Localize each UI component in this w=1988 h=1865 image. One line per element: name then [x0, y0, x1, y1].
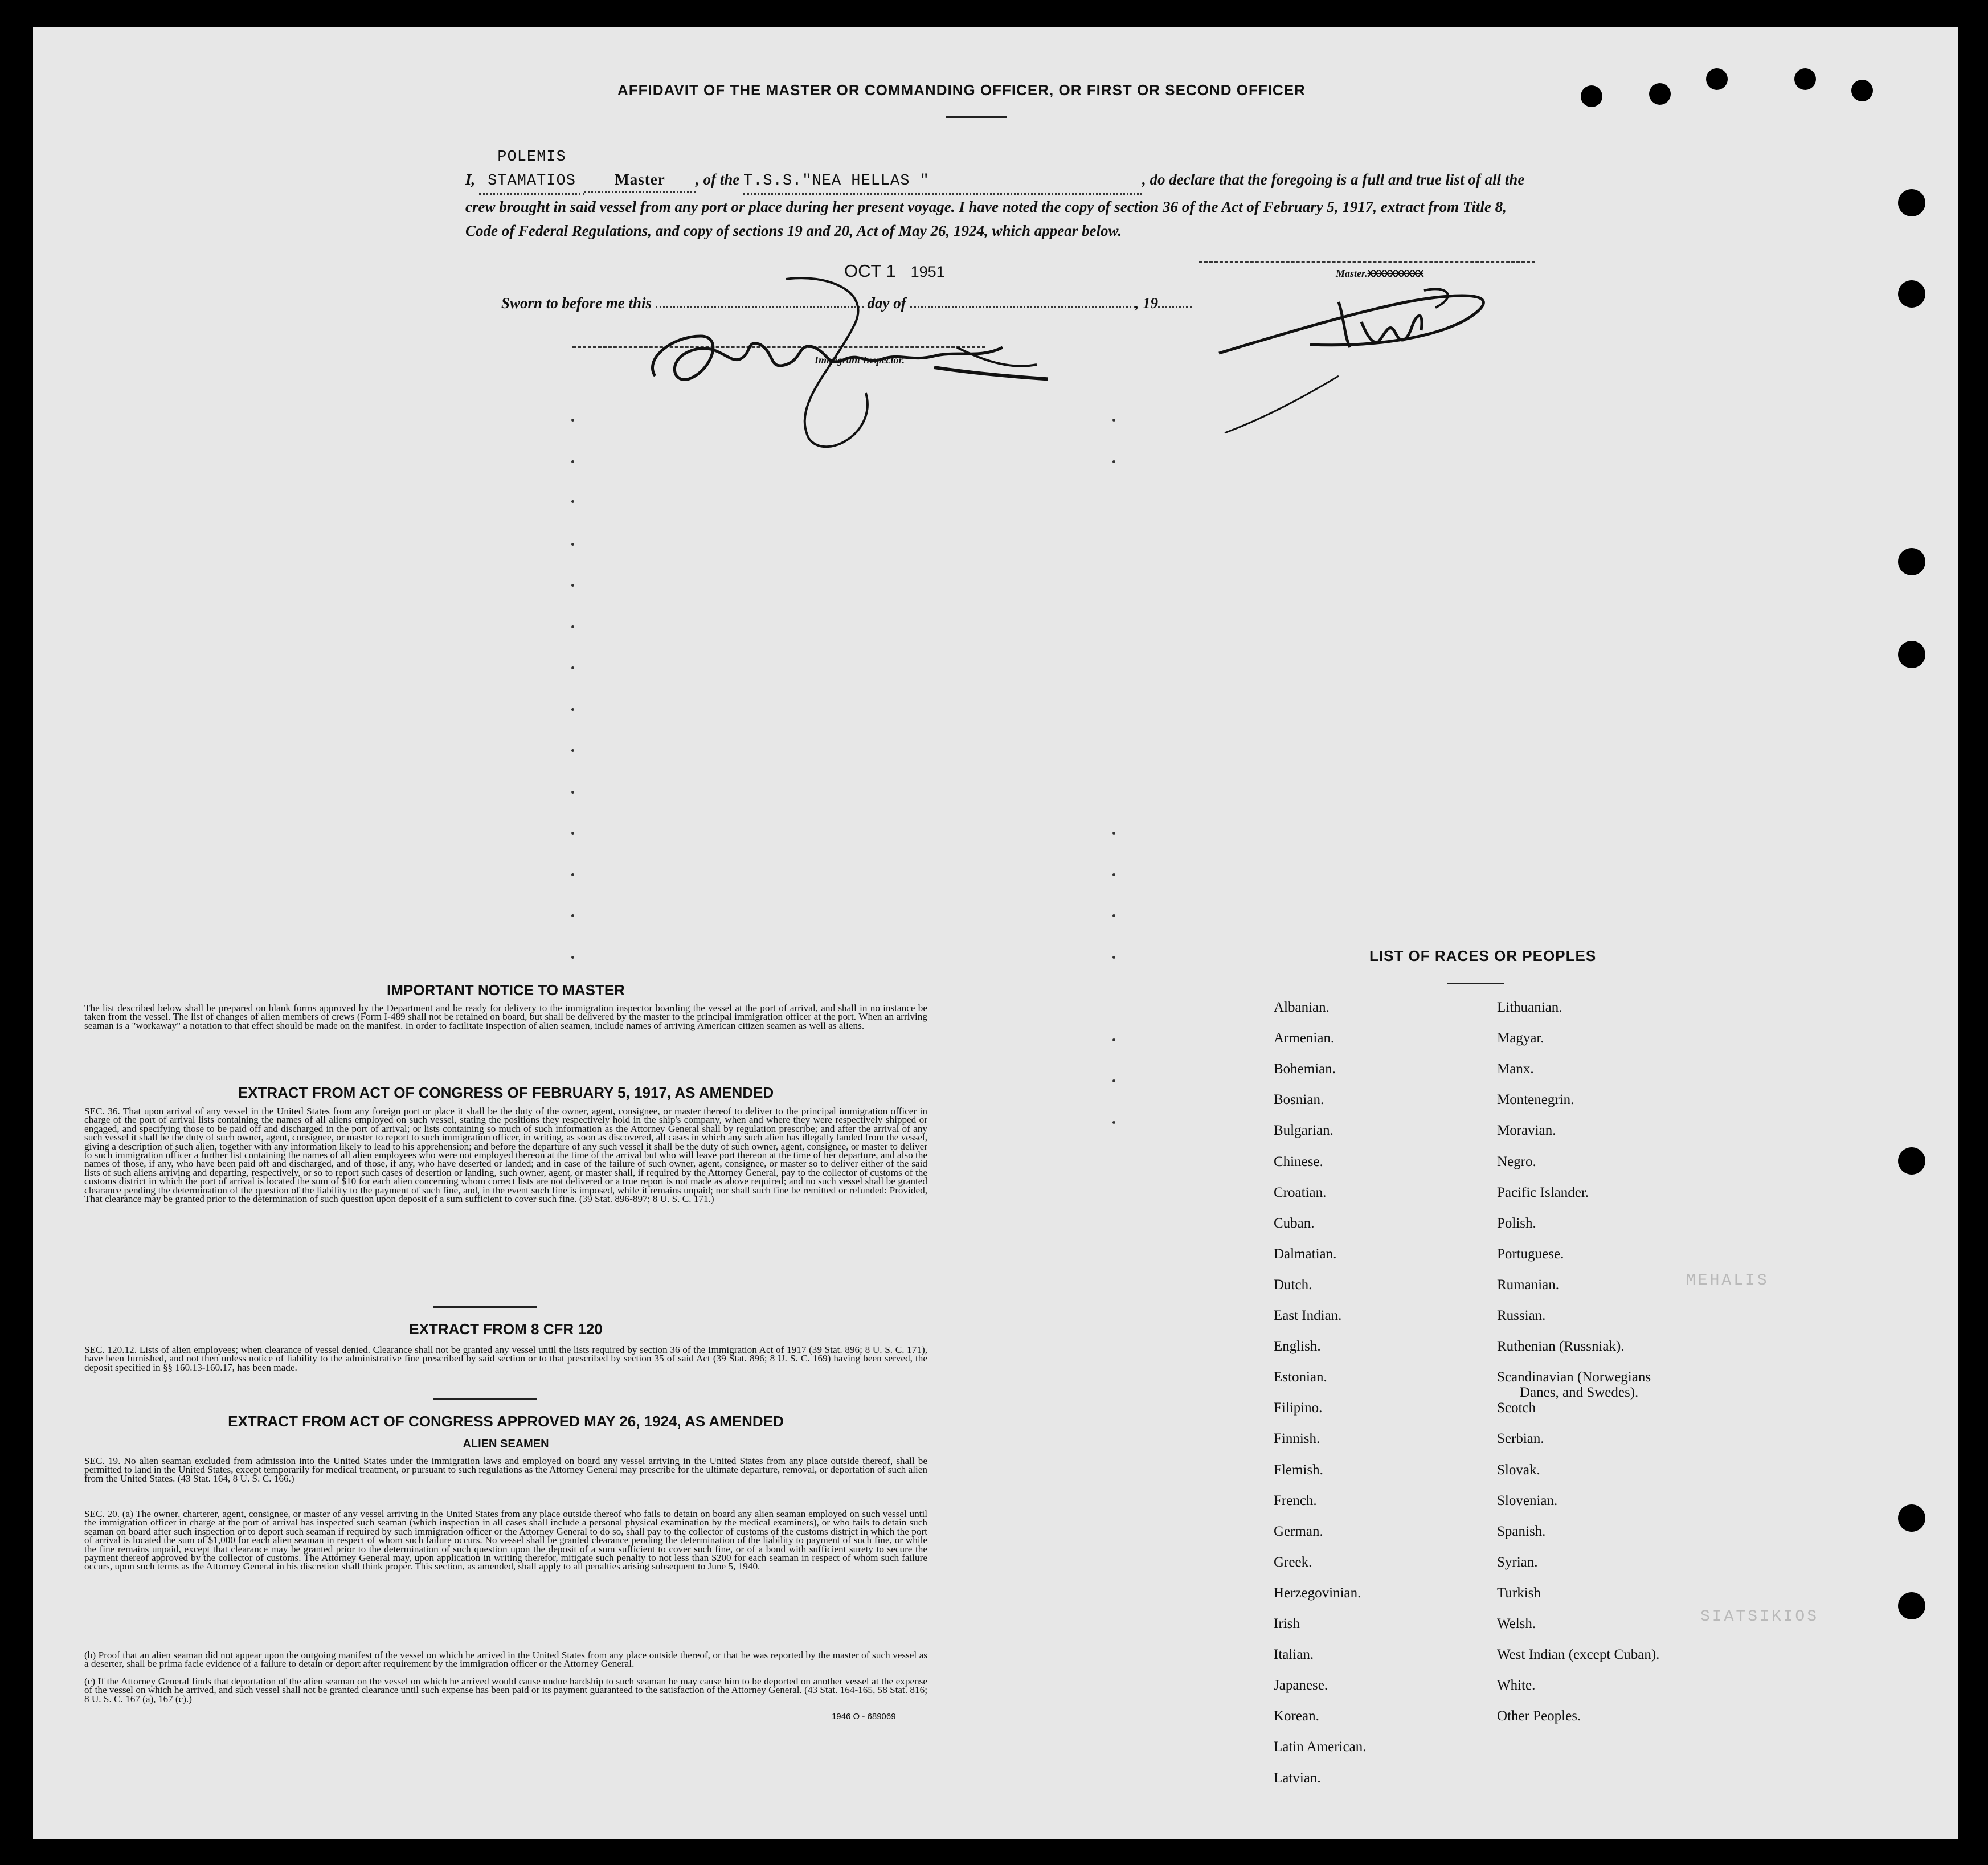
list-dot — [571, 749, 574, 752]
race-item: East Indian. — [1274, 1308, 1342, 1323]
race-item: Turkish — [1497, 1585, 1541, 1601]
act-1924-sec19: SEC. 19. No alien seaman excluded from admission into the United States under the immigration laws and employed on board any vessel arriving in the United States from any place outside thereof, shall be permitted to land in the United States, except temporarily for medical treatment, or pursuant to such regulations as the Attorney General may prescribe for the ultimate departure, removal, or deportation of such alien from the United States. (43 Stat. 164, 8 U. S. C. 166.) — [84, 1455, 927, 1484]
race-item: Korean. — [1274, 1708, 1319, 1724]
punch-hole — [1649, 83, 1671, 105]
declaration-body: that the foregoing is a full and true list of all the crew brought in said vessel from any port or place during her present voyage. I have noted the copy of section 36 of the Act of February 5, 1917, extract from Title 8, Code of Federal Regulations, and copy of sections 19 and 20, Act of May 26, 1924, which appear below. — [465, 171, 1525, 239]
list-dot — [571, 500, 574, 503]
race-item: Japanese. — [1274, 1678, 1328, 1694]
race-item: Irish — [1274, 1616, 1300, 1631]
list-dot — [571, 791, 574, 794]
race-item: Negro. — [1497, 1154, 1536, 1169]
race-item: Dutch. — [1274, 1277, 1312, 1293]
list-dot — [571, 832, 574, 835]
race-item: Albanian. — [1274, 1000, 1330, 1015]
list-dot — [1112, 1079, 1115, 1082]
list-dot — [571, 873, 574, 876]
race-item: Italian. — [1274, 1647, 1314, 1663]
rank-field: Master — [584, 167, 696, 193]
race-item: Herzegovinian. — [1274, 1585, 1361, 1601]
race-item: Montenegrin. — [1497, 1092, 1574, 1108]
punch-hole — [1851, 80, 1873, 101]
act-1924-sec20c: (c) If the Attorney General finds that deportation of the alien seaman on the vessel on which he arrived would cause undue hardship to such seaman he may cause him to be deported on another vessel at the expense of the vessel on which he arrived, and such vessel shall not be granted clearance until such expense has been paid or its payment guaranteed to the satisfaction of the Attorney General. (43 Stat. 164-165, 58 Stat. 816; 8 U. S. C. 167 (a), 167 (c).) — [84, 1676, 927, 1704]
punch-hole — [1898, 548, 1925, 575]
race-item: Ruthenian (Russniak). — [1497, 1339, 1625, 1355]
master-name-field: POLEMIS STAMATIOS — [479, 145, 584, 195]
notice-heading: IMPORTANT NOTICE TO MASTER — [387, 981, 625, 999]
race-item: Russian. — [1497, 1308, 1546, 1323]
list-dot — [571, 666, 574, 669]
list-dot — [1112, 832, 1115, 835]
race-item: Syrian. — [1497, 1554, 1538, 1570]
race-item: Filipino. — [1274, 1400, 1323, 1416]
list-dot — [571, 708, 574, 711]
race-item: Lithuanian. — [1497, 1000, 1562, 1015]
cfr-heading: EXTRACT FROM 8 CFR 120 — [409, 1320, 603, 1338]
cfr-text: SEC. 120.12. Lists of alien employees; when clearance of vessel denied. Clearance shall not be granted any vessel until the lists required by section 36 of the Immigration Act of 1917 (39 Stat. 896; 8 U. S. C. 171), have been furnished, and not then unless notice of liability to the administrative fine prescribed by said section or to that prescribed by section 35 of said Act (39 Stat. 896; 8 U. S. C. 169) having been served, the deposit specified in §§ 160.13-160.17, has been made. — [84, 1344, 927, 1373]
punch-hole — [1581, 85, 1602, 107]
list-dot — [1112, 1121, 1115, 1124]
race-item: Rumanian. — [1497, 1277, 1560, 1293]
race-item: Polish. — [1497, 1215, 1536, 1231]
punch-hole — [1898, 1592, 1925, 1619]
divider — [433, 1398, 537, 1400]
race-item: White. — [1497, 1678, 1536, 1694]
list-dot — [1112, 956, 1115, 959]
race-item: Scotch — [1497, 1400, 1536, 1416]
affidavit-title: AFFIDAVIT OF THE MASTER OR COMMANDING OFFICER, OR FIRST OR SECOND OFFICER — [617, 81, 1306, 99]
race-item: Manx. — [1497, 1061, 1534, 1077]
divider — [433, 1306, 537, 1308]
print-code: 1946 O - 689069 — [832, 1712, 896, 1721]
race-item: Serbian. — [1497, 1431, 1544, 1447]
bleed-through-text: MEHALIS — [1686, 1272, 1769, 1290]
list-dot — [1112, 460, 1115, 463]
list-dot — [571, 543, 574, 546]
sworn-line: Sworn to before me this day of , 19 — [501, 295, 1192, 312]
bleed-through-text: SIATSIKIOS — [1700, 1608, 1819, 1626]
act-1917-text: SEC. 36. That upon arrival of any vessel in the United States from any foreign port or place it shall be the duty of the owner, agent, consignee, or master thereof to deliver to the principal immigration officer in charge of the port of arrival lists containing the names of all aliens employed on such vessel, stating the positions they respectively hold in the ship's company, when and where they were respectively shipped or engaged, and specifying those to be paid off and discharged in the port of arrival; or lists containing so much of such information as the Attorney General shall by regulation prescribe; and after the arrival of any such vessel it shall be the duty of such owner, agent, consignee, or master to report to such immigration officer, in writing, as soon as discovered, all cases in which any such alien has illegally landed from the vessel, giving a description of such alien, together with any information likely to lead to his apprehension; and before the departure of any such vessel it shall be the duty of such owner, agent, consignee, or master to deliver to such immigration officer a further list containing the names of all alien employees who were not employed thereon at the time of the arrival but who will leave port thereon at the time of her departure, and also the names of those, if any, who have been paid off and discharged, and of those, if any, who have deserted or landed; and in case of the failure of such owner, agent, consignee, or master so to deliver either of the said lists of such aliens arriving and departing, respectively, or so to report such cases of desertion or landing, such owner, agent, or master shall, if required by the Attorney General, pay to the collector of customs of the customs district in which the port of arrival is located the sum of $10 for each alien concerning whom correct lists are not delivered or a true report is not made as above required; and no such vessel shall be granted clearance pending the determination of the question of the liability to the payment of such fine, and, in the event such fine is imposed, while it remains unpaid; nor shall such fine be remitted or refunded: Provided, That clearance may be granted prior to the determination of such question upon deposit of a sum sufficient to cover such fine. (39 Stat. 896-897; 8 U. S. C. 171.) — [84, 1106, 927, 1205]
master-signature — [1208, 268, 1527, 439]
race-item: French. — [1274, 1492, 1317, 1508]
race-item: Finnish. — [1274, 1431, 1320, 1447]
race-item: Cuban. — [1274, 1215, 1315, 1231]
race-item: West Indian (except Cuban). — [1497, 1647, 1660, 1663]
master-label: Master.XXXXXXXXXX — [1336, 268, 1423, 280]
act-1924-sec20b: (b) Proof that an alien seaman did not appear upon the outgoing manifest of the vessel on which he arrived in the United States from any place outside thereof, or that he was reported by the master of such vessel as a deserter, shall be prima facie evidence of a failure to detain or deport after requirement by the immigration officer or the Attorney General. — [84, 1650, 927, 1670]
list-dot — [571, 419, 574, 422]
inspector-signature — [638, 273, 1048, 461]
punch-hole — [1898, 641, 1925, 668]
list-dot — [1112, 873, 1115, 876]
race-item: Spanish. — [1497, 1523, 1546, 1539]
act-1924-heading: EXTRACT FROM ACT OF CONGRESS APPROVED MAY 26, 1924, AS AMENDED — [228, 1413, 784, 1430]
race-item: Magyar. — [1497, 1030, 1544, 1046]
race-item: Portuguese. — [1497, 1246, 1564, 1262]
race-item: German. — [1274, 1523, 1323, 1539]
race-item: Dalmatian. — [1274, 1246, 1337, 1262]
list-dot — [1112, 914, 1115, 917]
list-dot — [571, 625, 574, 628]
inspector-label: Immigrant Inspector. — [815, 354, 905, 366]
race-item: Latin American. — [1274, 1739, 1367, 1755]
race-item: Chinese. — [1274, 1154, 1323, 1169]
race-item: Latvian. — [1274, 1770, 1321, 1786]
race-item: Other Peoples. — [1497, 1708, 1581, 1724]
race-item: Bosnian. — [1274, 1092, 1324, 1108]
race-item: Flemish. — [1274, 1462, 1323, 1478]
race-item: Scandinavian (Norwegians — [1497, 1369, 1651, 1385]
race-item: Greek. — [1274, 1554, 1312, 1570]
punch-hole — [1898, 189, 1925, 216]
race-item: Moravian. — [1497, 1123, 1556, 1139]
race-item: Welsh. — [1497, 1616, 1536, 1631]
punch-hole — [1898, 280, 1925, 308]
act-1917-heading: EXTRACT FROM ACT OF CONGRESS OF FEBRUARY 5, 1917, AS AMENDED — [238, 1084, 774, 1101]
vessel-name-field: T.S.S."NEA HELLAS " — [743, 169, 1142, 195]
race-item: English. — [1274, 1339, 1321, 1355]
alien-seamen-subheading: ALIEN SEAMEN — [463, 1438, 549, 1450]
punch-hole — [1898, 1504, 1925, 1532]
race-item: Danes, and Swedes). — [1520, 1385, 1639, 1401]
race-item: Bulgarian. — [1274, 1123, 1333, 1139]
race-item: Slovak. — [1497, 1462, 1540, 1478]
date-stamp: OCT 1 1951 — [844, 261, 945, 281]
list-dot — [571, 956, 574, 959]
declaration-paragraph: I, POLEMIS STAMATIOS Master , of the T.S.S."NEA HELLAS " , do declare that the foregoing is a full and true list of all the crew brought in said vessel from any port or place during her present voyage. I have noted the copy of section 36 of the Act of February 5, 1917, extract from Title 8, Code of Federal Regulations, and copy of sections 19 and 20, Act of May 26, 1924, which appear below. — [465, 145, 1542, 243]
races-heading: LIST OF RACES OR PEOPLES — [1369, 947, 1597, 964]
punch-hole — [1706, 68, 1728, 90]
list-dot — [571, 584, 574, 587]
list-dot — [1112, 1038, 1115, 1041]
race-item: Estonian. — [1274, 1369, 1327, 1385]
master-signature-line — [1199, 261, 1535, 263]
list-dot — [1112, 419, 1115, 422]
act-1924-sec20a: SEC. 20. (a) The owner, charterer, agent, consignee, or master of any vessel arriving in the United States from any place outside thereof who fails to detain on board any alien seaman employed on such vessel until the immigration officer in charge at the port of arrival has inspected such seaman (which inspection in all cases shall include a personal physical examination by the medical examiners), or who fails to detain such seaman on board after such inspection or to deport such seaman if required by such immigration officer or the Attorney General to do so, shall pay to the collector of customs of the customs district in which the port of arrival is located the sum of $1,000 for each alien seaman in respect of whom such failure occurs. No vessel shall be granted clearance pending the determination of the liability to payment of such fine, or while the fine remains unpaid, except that clearance may be granted prior to the determination of such question upon the deposit of a sum sufficient to cover such fine, or of a bond with sufficient surety to secure the payment thereof approved by the collector of customs. The Attorney General may, upon application in writing therefor, mitigate such penalty to not less than $200 for each seaman in respect of whom such failure occurs, upon such terms as the Attorney General in his discretion shall think proper. This section, as amended, shall apply to all penalties arising subsequent to June 5, 1940. — [84, 1508, 927, 1572]
race-item: Bohemian. — [1274, 1061, 1336, 1077]
title-rule — [946, 116, 1007, 118]
notice-text: The list described below shall be prepared on blank forms approved by the Department and be ready for delivery to the immigration inspector boarding the vessel at the port of arrival, and shall in no instance be taken from the vessel. The list of changes of alien members of crews (Form I-489 shall not be retained on board, but shall be delivered by the master to the principal immigration officer at the port. When an arriving seaman is a "workaway" a notation to that effect should be made on the manifest. In order to facilitate inspection of alien seamen, include names of arriving American citizen seamen as well as aliens. — [84, 1003, 927, 1031]
punch-hole — [1898, 1147, 1925, 1175]
list-dot — [571, 914, 574, 917]
list-dot — [571, 460, 574, 463]
race-item: Pacific Islander. — [1497, 1184, 1589, 1200]
race-item: Croatian. — [1274, 1184, 1327, 1200]
punch-hole — [1794, 68, 1816, 90]
races-rule — [1447, 983, 1504, 984]
race-item: Armenian. — [1274, 1030, 1335, 1046]
race-item: Slovenian. — [1497, 1492, 1558, 1508]
